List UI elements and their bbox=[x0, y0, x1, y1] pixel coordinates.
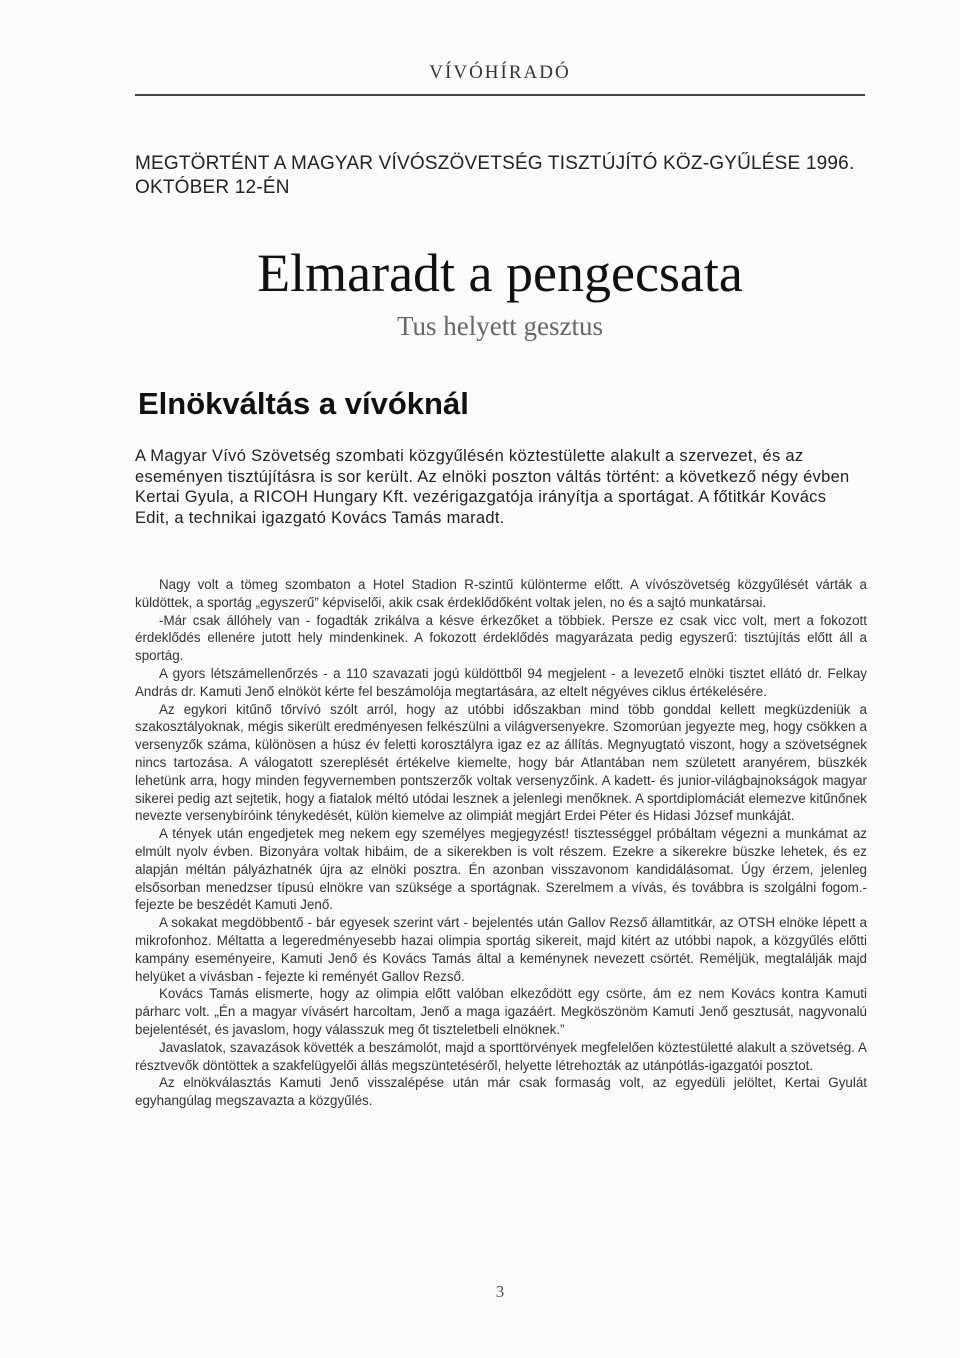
article-kicker: MEGTÖRTÉNT A MAGYAR VÍVÓSZÖVETSÉG TISZTÚJÍTÓ KÖZ-GYŰLÉSE 1996. OKTÓBER 12-ÉN bbox=[135, 153, 855, 198]
header-rule bbox=[135, 94, 865, 96]
body-paragraph: Nagy volt a tömeg szombaton a Hotel Stadion R-szintű különterme előtt. A vívószövetség közgyűlését várták a küldöttek, a sportág „egyszerű” képviselői, akik csak érdeklődőként voltak jelen, no és a sajtó munkatársai. bbox=[135, 577, 867, 610]
body-paragraph: -Már csak állóhely van - fogadták zrikálva a késve érkezőket a többiek. Persze ez csak vicc volt, mert a fokozott érdeklődés ellenére jutott hely mindenkinek. A fokozott érdeklődés magyarázata pedig egyszerű: tisztújítás előtt áll a sportág. bbox=[135, 612, 867, 664]
body-paragraph: A gyors létszámellenőrzés - a 110 szavazati jogú küldöttből 94 megjelent - a levezető elnöki tisztet ellátó dr. Felkay András dr. Kamuti Jenő elnököt kérte fel beszámolója megtartására, az eltelt négyéves ciklus értékelésére. bbox=[135, 665, 867, 699]
body-paragraph: Az elnökválasztás Kamuti Jenő visszalépése után már csak formaság volt, az egyedüli jelöltet, Kertai Gyulát egyhangúlag megszavazta a közgyűlés. bbox=[135, 1075, 867, 1109]
body-paragraph: A sokakat megdöbbentő - bár egyesek szerint várt - bejelentés után Gallov Rezső államtitkár, az OTSH elnöke lépett a mikrofonhoz. Méltatta a legeredményesebb hazai olimpia sportág sikereit, majd kitért az utóbbi napok, a közgyűlés előtti kampány eseményeire, Kamuti Jenő és Kovács Tamás által a keménynek nevezett csörtét. Reméljük, megtalálják majd helyüket a vívásban - fejezte ki reményét Gallov Rezső. bbox=[135, 915, 867, 984]
article-body bbox=[135, 576, 867, 1110]
article-headline: Elmaradt a pengecsata bbox=[257, 243, 743, 303]
body-paragraph: Javaslatok, szavazások követték a beszámolót, majd a sporttörvények megfelelően köztestületté alakult a szövetség. A résztvevők döntöttek a szakfelügyelői állás megszüntetéséről, helyette létrehozták az utánpótlás-igazgatói posztot. bbox=[135, 1039, 867, 1073]
page-number: 3 bbox=[495, 1282, 505, 1301]
publication-running-head: VÍVÓHÍRADÓ bbox=[429, 62, 571, 83]
article-lead: A Magyar Vívó Szövetség szombati közgyűlésén köztestülette alakult a szervezet, és az eseményen tisztújításra is sor került. Az elnöki poszton váltás történt: a következő négy évben Kertai Gyula, a RICOH Hungary Kft. vezérigazgatója irányítja a sportágat. A főtitkár Kovács Edit, a technikai igazgató Kovács Tamás maradt. bbox=[135, 447, 850, 527]
body-paragraph: A tények után engedjetek meg nekem egy személyes megjegyzést! tisztességgel próbáltam végezni a munkámat az elmúlt nyolv évben. Bizonyára voltak hibáim, de a sikerekben is volt részem. Ezekre a sikerekre büszke lehetek, és ez alapján méltán pályázhatnék újra az elnöki posztra. Én azonban visszavonom kandidálásomat. Úgy érzem, jelenleg elsősorban menedzser típusú elnökre van szüksége a sportágnak. Szerelmem a vívás, és továbbra is szolgálni fogom.- fejezte be beszédét Kamuti Jenő. bbox=[135, 826, 867, 913]
article-subheadline: Tus helyett gesztus bbox=[396, 311, 603, 341]
section-title: Elnökváltás a vívóknál bbox=[138, 386, 469, 421]
body-paragraph: Kovács Tamás elismerte, hogy az olimpia előtt valóban elkeződött egy csörte, ám ez nem Kovács kontra Kamuti párharc volt. „Én a magyar vívásért harcoltam, Jenő a maga igazáért. Megköszönöm Kamuti Jenő gesztusát, nagyvonalú bejelentését, és javaslom, hogy válasszuk meg őt tiszteletbeli elnöknek.” bbox=[135, 986, 867, 1037]
body-paragraph: Az egykori kitűnő tőrvívó szólt arról, hogy az utóbbi időszakban mind több gonddal kellett megküzdeniük a szakosztályoknak, mégis sikerült eredményesen felkészülni a világversenyekre. Szomorúan jegyezte meg, hogy csökken a versenyzők száma, különösen a húsz év feletti korosztályra igaz ez az állítás. Megnyugtató viszont, hogy a szövetségnek nincs tartozása. A válogatott szereplését értékelve kiemelte, hogy bár Atlantában nem született aranyérem, büszkék lehetünk arra, hogy minden fegyvernemben pontszerzők voltak versenyzőink. A kadett- és junior-világbajnokságok magyar sikerei pedig azt sejtetik, hogy a fiatalok méltó utódai lesznek a jelenlegi menőknek. A sportdiplomáciát elemezve kitűnőnek nevezte versenybíróink ténykedését, külön kiemelve az olimpiát megjárt Erdei Péter és Hidasi József munkáját. bbox=[135, 701, 867, 824]
